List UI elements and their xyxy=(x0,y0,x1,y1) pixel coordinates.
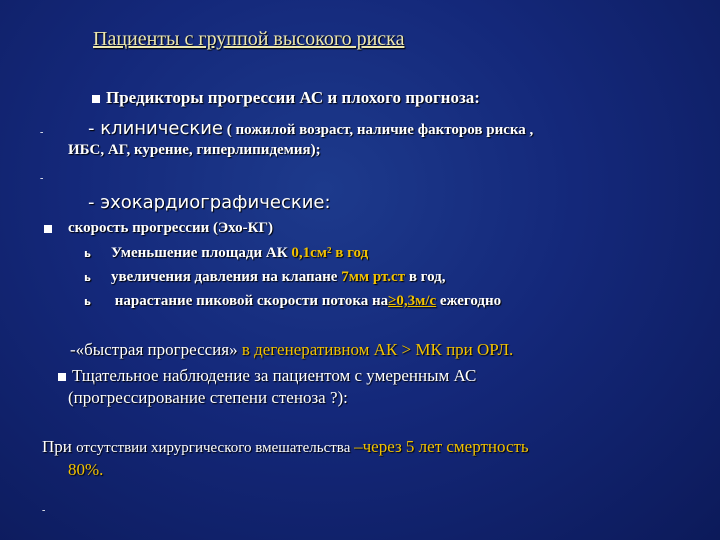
margin-dash: - xyxy=(40,173,44,184)
observation-line2: (прогрессирование степени стеноза ?): xyxy=(68,388,348,407)
square-bullet-icon xyxy=(44,225,52,233)
sub-item-pressure: ь увеличения давления на клапане 7мм рт.ст в год, xyxy=(84,269,446,285)
arrow-bullet-icon: ь xyxy=(84,295,91,308)
arrow-bullet-icon: ь xyxy=(84,271,91,284)
square-bullet-icon xyxy=(58,373,66,381)
mortality-line2: 80%. xyxy=(68,460,104,479)
margin-dash: - xyxy=(42,505,46,516)
square-bullet-icon xyxy=(92,95,100,103)
margin-dash: - xyxy=(40,127,44,138)
rapid-progression: -«быстрая прогрессия» в дегенеративном АК > МК при ОРЛ. xyxy=(70,340,514,359)
mortality-line1: При отсутствии хирургического вмешательства –через 5 лет смертность xyxy=(42,437,529,456)
clinical-predictors: - клинические ( пожилой возраст, наличие факторов риска , xyxy=(88,118,534,139)
echo-heading: - эхокардиографические: xyxy=(88,192,331,213)
observation-line1: Тщательное наблюдение за пациентом с умеренным АС xyxy=(58,366,476,386)
progression-speed: скорость прогрессии (Эхо-КГ) xyxy=(44,220,273,237)
arrow-bullet-icon: ь xyxy=(84,247,91,260)
clinical-predictors-line2: ИБС, АГ, курение, гиперлипидемия); xyxy=(68,142,321,158)
slide-title: Пациенты с группой высокого риска xyxy=(93,28,405,50)
sub-item-area: ь Уменьшение площади АК 0,1см² в год xyxy=(84,245,369,261)
predictors-heading: Предикторы прогрессии АС и плохого прогноза: xyxy=(92,88,480,108)
sub-item-velocity: ь нарастание пиковой скорости потока на≥0,3м/с ежегодно xyxy=(84,293,502,309)
